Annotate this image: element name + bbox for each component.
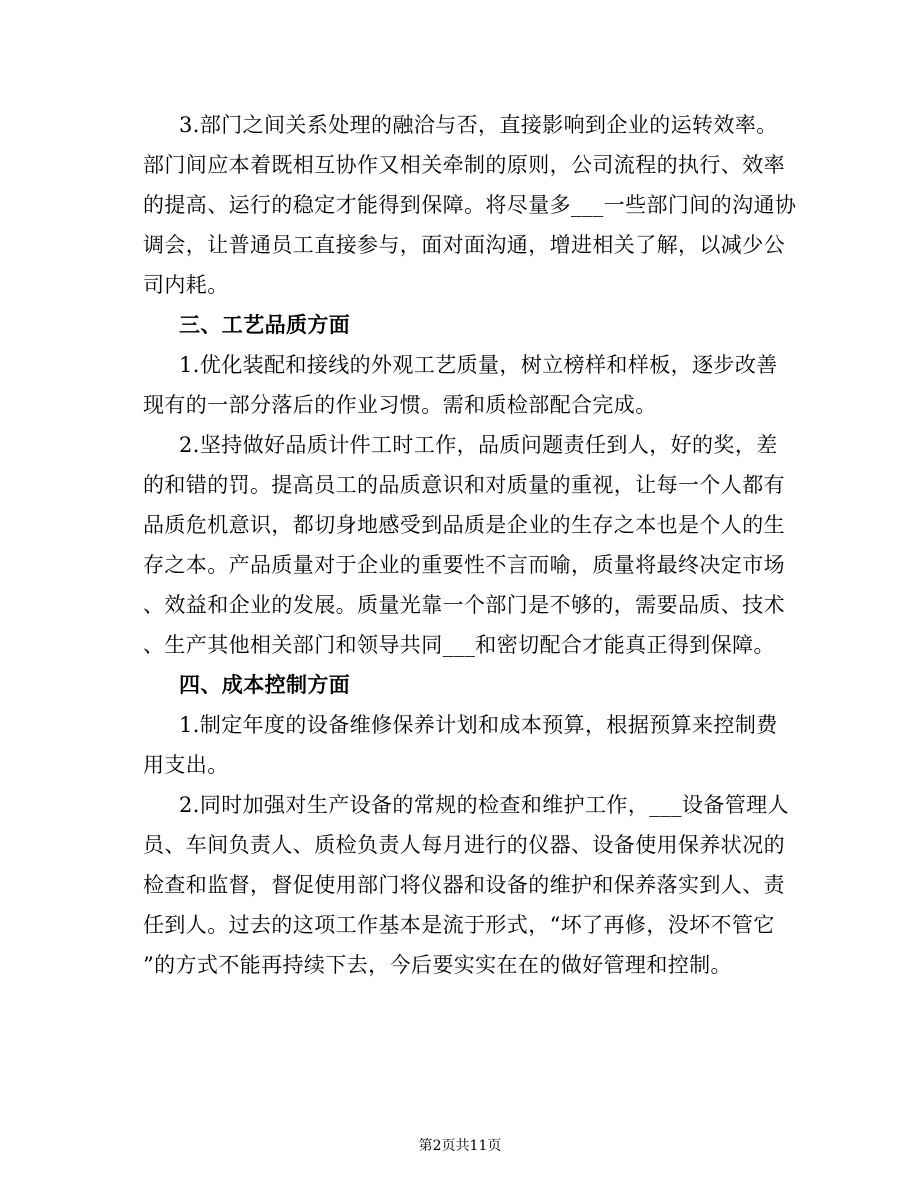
text-line: 、生产其他相关部门和领导共同___和密切配合才能真正得到保障。 xyxy=(143,633,775,657)
text-line: 的提高、运行的稳定才能得到保障。将尽量多___一些部门间的沟通协 xyxy=(143,193,797,217)
text-line: ”的方式不能再持续下去，今后要实实在在的做好管理和控制。 xyxy=(143,953,732,977)
text-line: 用支出。 xyxy=(143,753,229,777)
text-line: 、效益和企业的发展。质量光靠一个部门是不够的，需要品质、技术 xyxy=(143,593,785,617)
text-line: 品质危机意识，都切身地感受到品质是企业的生存之本也是个人的生 xyxy=(143,513,785,537)
text-line: 3.部门之间关系处理的融洽与否，直接影响到企业的运转效率。 xyxy=(179,113,778,137)
section-heading: 四、成本控制方面 xyxy=(179,672,351,697)
document-body xyxy=(143,105,797,985)
text-line: 2.坚持做好品质计件工时工作，品质问题责任到人，好的奖，差 xyxy=(179,433,778,457)
text-line: 2.同时加强对生产设备的常规的检查和维护工作，___设备管理人 xyxy=(179,793,789,817)
text-line: 存之本。产品质量对于企业的重要性不言而喻，质量将最终决定市场 xyxy=(143,553,785,577)
text-line: 部门间应本着既相互协作又相关牵制的原则，公司流程的执行、效率 xyxy=(143,153,785,177)
text-line: 检查和监督，督促使用部门将仪器和设备的维护和保养落实到人、责 xyxy=(143,873,785,897)
text-line: 员、车间负责人、质检负责人每月进行的仪器、设备使用保养状况的 xyxy=(143,833,785,857)
text-line: 的和错的罚。提高员工的品质意识和对质量的重视，让每一个人都有 xyxy=(143,473,785,497)
text-line: 任到人。过去的这项工作基本是流于形式，“坏了再修，没坏不管它 xyxy=(143,913,775,937)
text-line: 1.优化装配和接线的外观工艺质量，树立榜样和样板，逐步改善 xyxy=(179,353,778,377)
text-line: 司内耗。 xyxy=(143,273,229,297)
page-footer: 第2页共11页 xyxy=(418,1138,502,1154)
section-heading: 三、工艺品质方面 xyxy=(179,312,351,337)
text-line: 1.制定年度的设备维修保养计划和成本预算，根据预算来控制费 xyxy=(179,713,778,737)
text-line: 现有的一部分落后的作业习惯。需和质检部配合完成。 xyxy=(143,393,657,417)
text-line: 调会，让普通员工直接参与，面对面沟通，增进相关了解，以减少公 xyxy=(143,233,785,257)
